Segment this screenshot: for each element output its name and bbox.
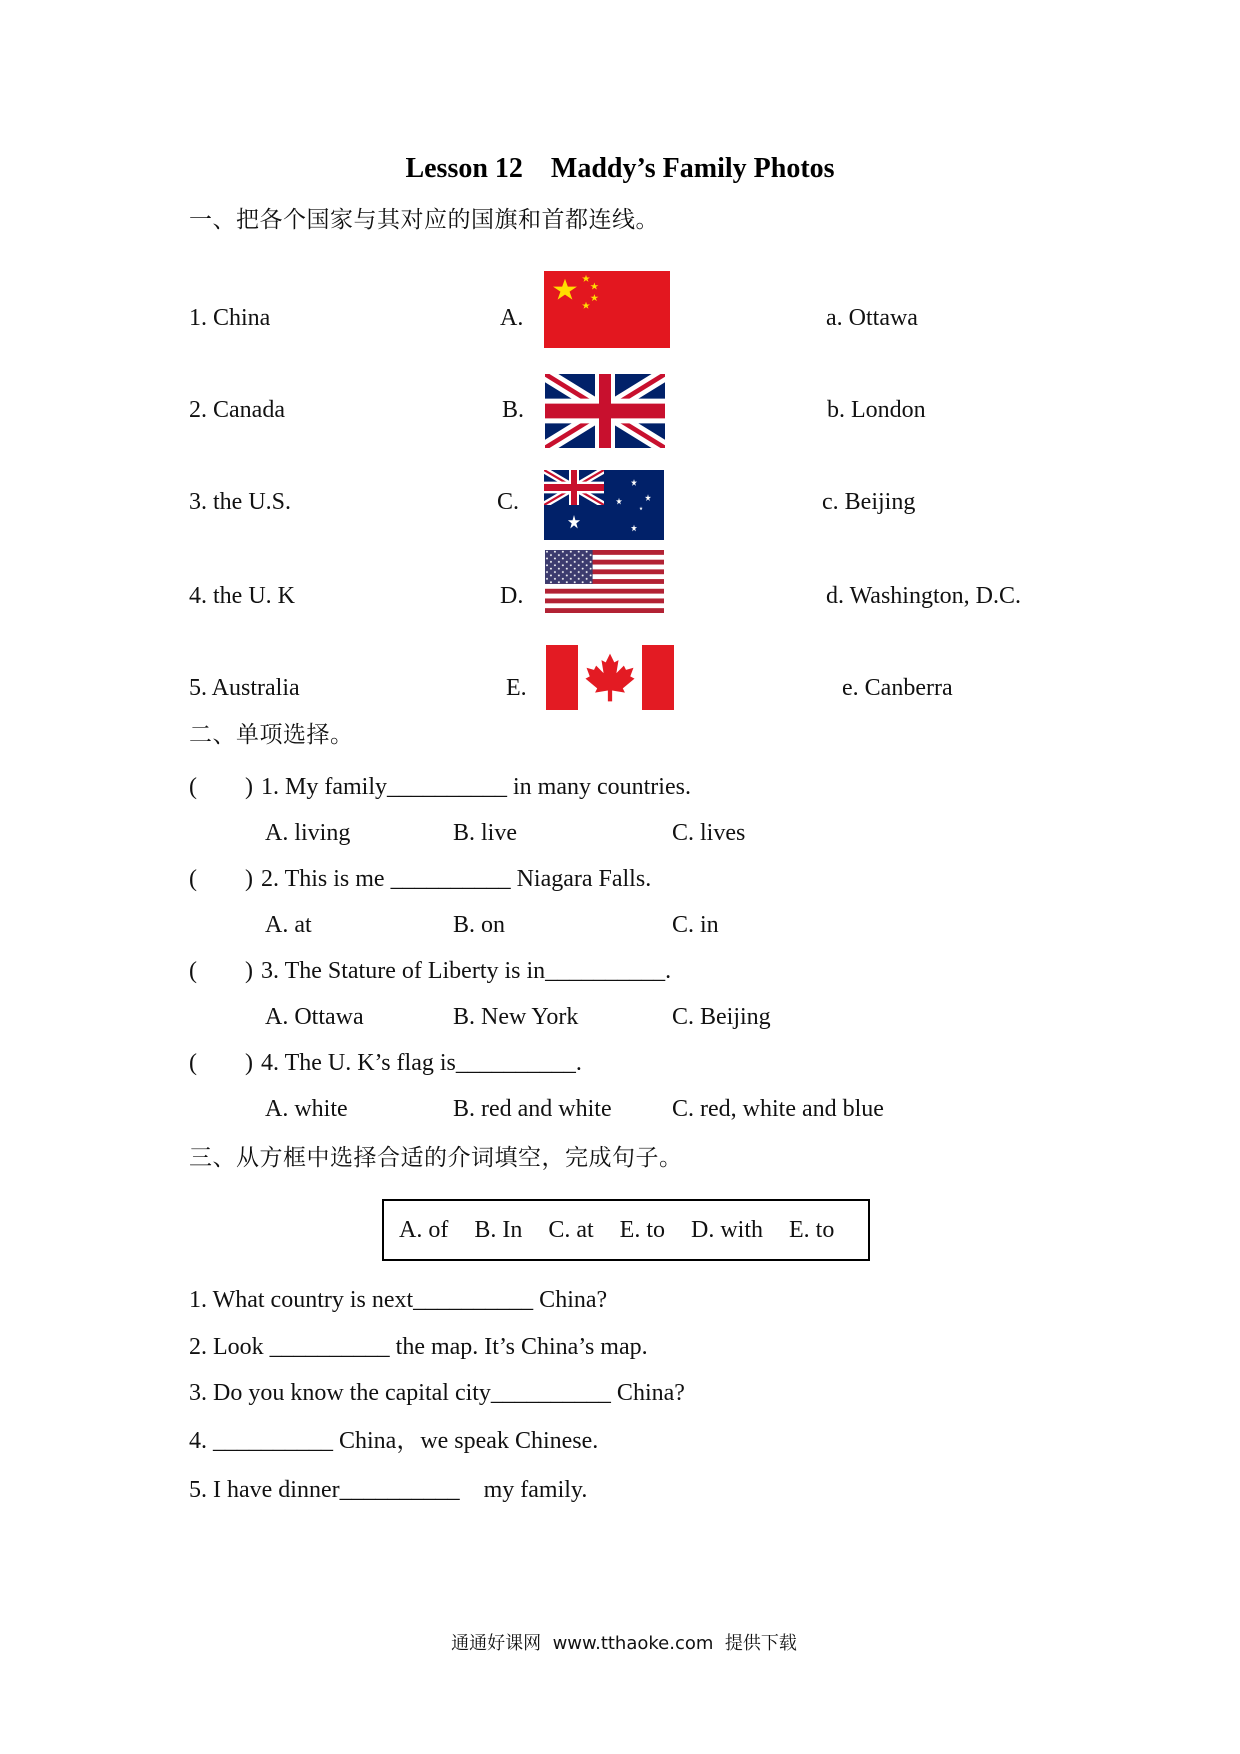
question-text: 1. My family__________ in many countries.	[261, 774, 691, 800]
answer-bracket-close: )	[245, 958, 253, 984]
word-bank-item: E. to	[619, 1217, 665, 1243]
fill-sentence: 1. What country is next__________ China?	[189, 1287, 608, 1313]
lesson-number: Lesson 12	[405, 153, 523, 184]
question-text: 3. The Stature of Liberty is in__________.	[261, 958, 672, 984]
flag-letter: A.	[500, 305, 524, 331]
option-b: B. live	[453, 820, 517, 846]
uk-flag	[545, 374, 665, 448]
word-bank-item: D. with	[690, 1217, 763, 1243]
page-footer: 通通好课网 www.tthaoke.com 提供下载	[451, 1633, 797, 1654]
country-label: 4. the U. K	[189, 583, 295, 609]
canada-flag	[546, 645, 674, 710]
capital-label: c. Beijing	[822, 489, 916, 515]
answer-bracket-open: (	[189, 774, 197, 800]
option-c: C. Beijing	[672, 1004, 771, 1030]
option-a: A. white	[265, 1096, 348, 1122]
section2-heading: 二、单项选择。	[189, 722, 354, 748]
country-label: 5. Australia	[189, 675, 300, 701]
flag-letter: E.	[506, 675, 527, 701]
answer-bracket-close: )	[245, 774, 253, 800]
word-bank-item: A. of	[399, 1217, 449, 1243]
word-bank-item: E. to	[788, 1217, 835, 1243]
question-text: 4. The U. K’s flag is__________.	[261, 1050, 582, 1076]
capital-label: a. Ottawa	[826, 305, 918, 331]
answer-bracket-open: (	[189, 958, 197, 984]
lesson-name: Maddy’s Family Photos	[550, 153, 835, 184]
flag-letter: D.	[500, 583, 524, 609]
option-c: C. in	[672, 912, 719, 938]
option-a: A. living	[265, 820, 351, 846]
capital-label: e. Canberra	[842, 675, 953, 701]
section3-heading: 三、从方框中选择合适的介词填空，完成句子。	[189, 1145, 683, 1171]
fill-sentence: 5. I have dinner__________ my family.	[189, 1477, 588, 1503]
fill-sentence: 2. Look __________ the map. It’s China’s map.	[189, 1334, 648, 1360]
country-label: 3. the U.S.	[189, 489, 291, 515]
word-bank-box	[382, 1199, 870, 1261]
fill-sentence: 4. __________ China，we speak Chinese.	[189, 1428, 599, 1454]
word-bank-item: B. In	[474, 1217, 523, 1243]
answer-bracket-close: )	[245, 1050, 253, 1076]
answer-bracket-close: )	[245, 866, 253, 892]
option-c: C. red, white and blue	[672, 1096, 884, 1122]
section1-heading: 一、把各个国家与其对应的国旗和首都连线。	[189, 207, 659, 233]
word-bank-item: C. at	[548, 1217, 594, 1243]
option-a: A. at	[265, 912, 312, 938]
page-title	[0, 151, 1240, 187]
fill-sentence: 3. Do you know the capital city__________ China?	[189, 1380, 685, 1406]
australia-flag	[544, 470, 664, 540]
china-flag	[544, 271, 670, 348]
option-b: B. red and white	[453, 1096, 612, 1122]
flag-letter: B.	[502, 397, 525, 423]
country-label: 2. Canada	[189, 397, 285, 423]
option-a: A. Ottawa	[265, 1004, 364, 1030]
option-b: B. New York	[453, 1004, 579, 1030]
us-flag	[545, 550, 664, 613]
capital-label: b. London	[827, 397, 926, 423]
country-label: 1. China	[189, 305, 271, 331]
flag-letter: C.	[497, 489, 520, 515]
option-c: C. lives	[672, 820, 746, 846]
answer-bracket-open: (	[189, 1050, 197, 1076]
option-b: B. on	[453, 912, 506, 938]
answer-bracket-open: (	[189, 866, 197, 892]
capital-label: d. Washington, D.C.	[826, 583, 1021, 609]
question-text: 2. This is me __________ Niagara Falls.	[261, 866, 652, 892]
